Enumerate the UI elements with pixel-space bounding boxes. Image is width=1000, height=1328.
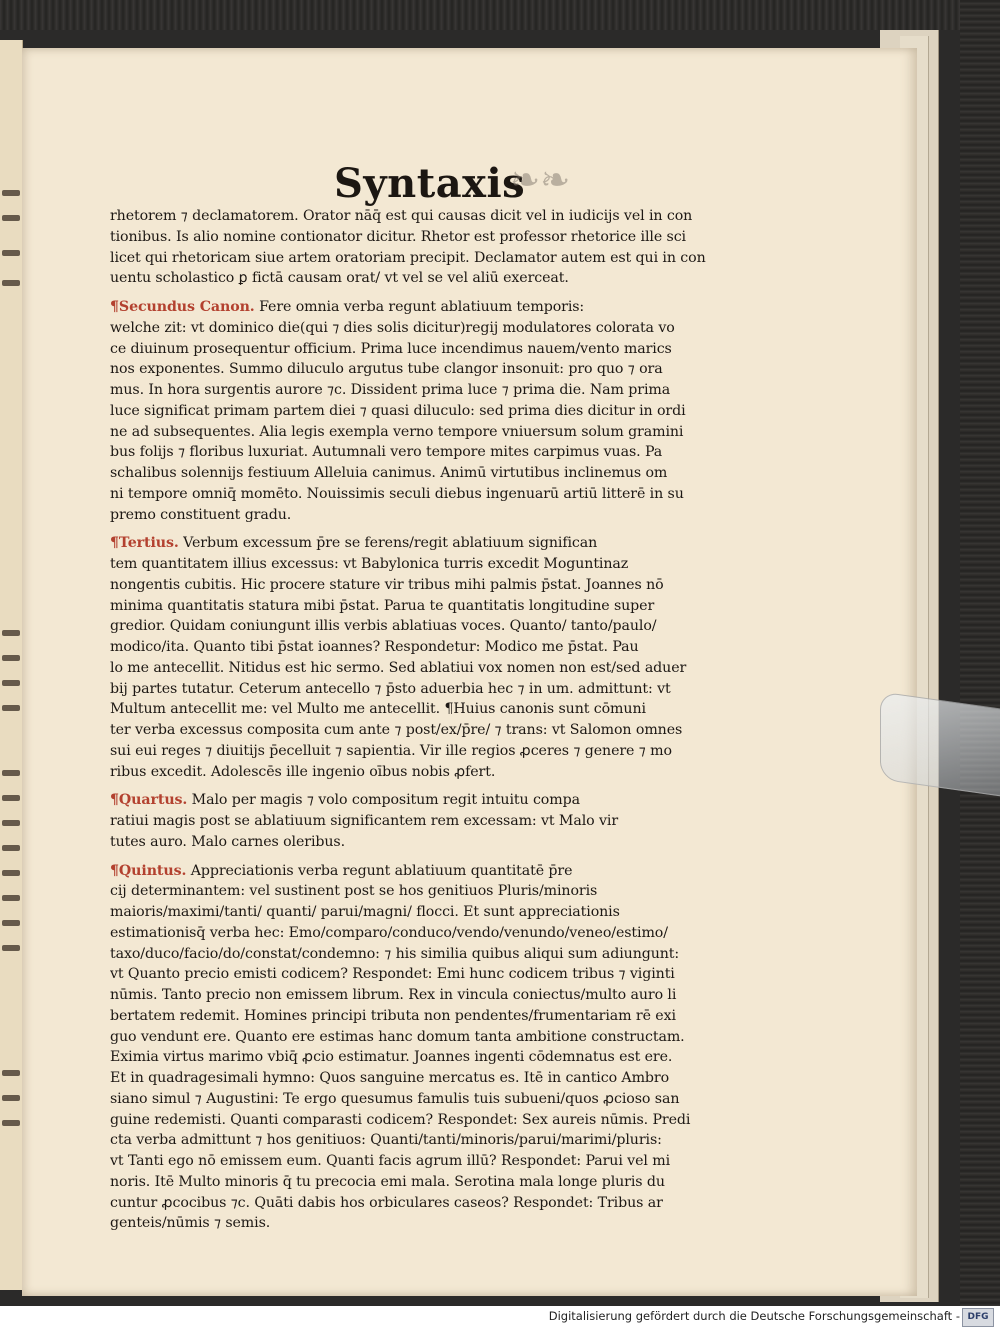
line-text: cij determinantem: vel sustinent post se hos genitiuos Pluris/minoris: [110, 883, 598, 900]
line-text: uentu scholastico ꝑ fictā causam orat/ vt vel se vel aliū exerceat.: [110, 270, 569, 287]
line-text: guine redemisti. Quanti comparasti codicem? Respondet: Sex aureis nūmis. Predi: [110, 1111, 691, 1128]
text-line: [110, 227, 790, 248]
text-line: [110, 505, 790, 526]
line-text: Fere omnia verba regunt ablatiuum temporis:: [254, 299, 585, 315]
line-text: vt Tanti ego nō emissem eum. Quanti facis agrum illū? Respondet: Parui vel mi: [110, 1153, 671, 1169]
paragraph-gap: [110, 853, 790, 861]
text-line: [110, 790, 790, 811]
paragraph-gap: [110, 525, 790, 533]
binding-right-edge: [960, 0, 1000, 1306]
text-line: [110, 658, 790, 679]
line-text: Multum antecellit me: vel Multo me antecellit. ¶Huius canonis sunt cōmuni: [110, 701, 646, 718]
text-line: [110, 762, 790, 783]
text-line: [110, 318, 790, 339]
attribution-bar: [0, 1306, 1000, 1328]
line-text: bij partes tutatur. Ceterum antecello ⁊ p̄sto aduerbia hec ⁊ in um. admittunt: vt: [110, 680, 671, 697]
line-text: bus folijs ⁊ floribus luxuriat. Autumnali vero tempore mites carpimus vuas. Pa: [110, 444, 663, 461]
line-text: guo vendunt ere. Quanto ere estimas hanc domum tanta ambitione constructam.: [110, 1028, 685, 1045]
canon-rubric: ¶Tertius.: [110, 535, 179, 552]
line-text: nūmis. Tanto precio non emissem librum. Rex in vincula coniectus/multo auro li: [110, 987, 677, 1003]
line-text: cta verba admittunt ⁊ hos genitiuos: Quanti/tanti/minoris/parui/marimi/pluris:: [110, 1132, 662, 1149]
text-line: [110, 401, 790, 422]
line-text: nongentis cubitis. Hic procere stature vir tribus mihi palmis p̄stat. Joannes nō: [110, 576, 664, 593]
text-line: [110, 248, 790, 269]
line-text: estimationisq̄ verba hec: Emo/comparo/conduco/vendo/venundo/veneo/estimo/: [110, 924, 668, 941]
text-line: [110, 442, 790, 463]
line-text: modico/ita. Quanto tibi p̄stat ioannes? Respondetur: Modico me p̄stat. Pau: [110, 639, 639, 655]
line-text: Verbum excessum p̄re se ferens/regit ablatiuum significan: [178, 535, 598, 552]
text-line: [110, 554, 790, 575]
line-text: tutes auro. Malo carnes oleribus.: [110, 833, 346, 850]
line-text: ne ad subsequentes. Alia legis exempla verno tempore vniuersum solum gramini: [110, 423, 684, 440]
line-text: lo me antecellit. Nitidus est hic sermo. Sed ablatiui vox nomen non est/sed aduer: [110, 659, 687, 676]
dfg-logo-icon: DFG: [962, 1308, 994, 1327]
line-text: ni tempore omniq̄ momēto. Nouissimis seculi diebus ingenuarū artiū litterē in su: [110, 485, 684, 502]
line-text: licet qui rhetoricam siue artem oratoriam precipit. Declamator autem est qui in con: [110, 249, 706, 266]
text-line: [110, 463, 790, 484]
text-line: [110, 533, 790, 554]
canon-rubric: ¶Quartus.: [110, 792, 188, 809]
text-line: [110, 1089, 790, 1110]
text-line: [110, 923, 790, 944]
line-text: Eximia virtus marimo vbiq̄ ꝓcio estimatur. Joannes ingenti cōdemnatus est ere.: [110, 1049, 673, 1066]
line-text: mus. In hora surgentis aurore ⁊c. Dissident prima luce ⁊ prima die. Nam prima: [110, 382, 671, 398]
text-line: [110, 985, 790, 1006]
line-text: noris. Itē Multo minoris q̄ tu precocia emi mala. Serotina mala longe pluris du: [110, 1173, 665, 1190]
text-line: [110, 268, 790, 289]
line-text: cuntur ꝓcocibus ⁊c. Quāti dabis hos orbiculares caseos? Respondet: Tribus ar: [110, 1194, 663, 1211]
line-text: tionibus. Is alio nomine contionator dicitur. Rhetor est professor rhetorice ille sci: [110, 228, 686, 245]
line-text: taxo/duco/facio/do/constat/condemno: ⁊ his similia quibus aliqui sum adiungunt:: [110, 945, 680, 962]
line-text: genteis/nūmis ⁊ semis.: [110, 1215, 271, 1232]
text-line: [110, 339, 790, 360]
canon-rubric: ¶Secundus Canon.: [110, 299, 255, 315]
text-line: [110, 206, 790, 227]
facing-page-fragment: [0, 40, 23, 1290]
text-line: [110, 1047, 790, 1068]
binding-top-edge: [0, 0, 1000, 30]
plastic-page-clip: [880, 691, 1000, 796]
page-body-text: [110, 206, 790, 1234]
line-text: welche zit: vt dominico die(qui ⁊ dies solis dicitur)regij modulatores colorata vo: [110, 319, 675, 336]
paragraph-gap: [110, 782, 790, 790]
text-line: [110, 596, 790, 617]
line-text: siano simul ⁊ Augustini: Te ergo quesumus famulis tuis subueni/quos ꝓcioso san: [110, 1090, 680, 1107]
text-line: [110, 575, 790, 596]
text-line: [110, 297, 790, 318]
text-line: [110, 964, 790, 985]
line-text: vt Quanto precio emisti codicem? Respondet: Emi hunc codicem tribus ⁊ viginti: [110, 966, 675, 983]
text-line: [110, 484, 790, 505]
line-text: premo constituent gradu.: [110, 506, 292, 523]
text-line: [110, 679, 790, 700]
line-text: ribus excedit. Adolescēs ille ingenio oībus nobis ꝓfert.: [110, 763, 496, 780]
text-line: [110, 699, 790, 720]
text-line: [110, 881, 790, 902]
text-line: [110, 1110, 790, 1131]
line-text: ce diuinum prosequentur officium. Prima luce incendimus nauem/vento marics: [110, 340, 672, 357]
line-text: Et in quadragesimali hymno: Quos sanguine mercatus es. Itē in cantico Ambro: [110, 1070, 670, 1086]
line-text: maioris/maximi/tanti/ quanti/ parui/magni/ flocci. Et sunt appreciationis: [110, 904, 620, 920]
text-line: [110, 359, 790, 380]
paragraph-gap: [110, 289, 790, 297]
text-line: [110, 1193, 790, 1214]
text-line: [110, 832, 790, 853]
line-text: minima quantitatis statura mibi p̄stat. Parua te quantitatis longitudine super: [110, 597, 655, 614]
funding-credit: Digitalisierung gefördert durch die Deutsche Forschungsgemeinschaft -: [548, 1309, 960, 1323]
book-page: [22, 48, 917, 1296]
text-line: [110, 944, 790, 965]
line-text: Malo per magis ⁊ volo compositum regit intuitu compa: [187, 792, 580, 809]
heading-ornament-icon: ❧❧: [510, 160, 571, 201]
text-line: [110, 1068, 790, 1089]
text-line: [110, 380, 790, 401]
text-line: [110, 741, 790, 762]
text-line: [110, 1172, 790, 1193]
text-line: [110, 720, 790, 741]
text-line: [110, 811, 790, 832]
line-text: tem quantitatem illius excessus: vt Babylonica turris excedit Moguntinaz: [110, 556, 629, 572]
text-line: [110, 1006, 790, 1027]
text-line: [110, 616, 790, 637]
line-text: rhetorem ⁊ declamatorem. Orator nāq̄ est qui causas dicit vel in iudicijs vel in con: [110, 208, 693, 224]
text-line: [110, 1213, 790, 1234]
text-line: [110, 1130, 790, 1151]
line-text: ratiui magis post se ablatiuum significantem rem excessam: vt Malo vir: [110, 813, 619, 829]
line-text: bertatem redemit. Homines principi tributa non pendentes/frumentariam rē exi: [110, 1007, 676, 1024]
line-text: luce significat primam partem diei ⁊ quasi diluculo: sed prima dies dicitur in ordi: [110, 402, 686, 419]
text-line: [110, 861, 790, 882]
line-text: ter verba excessus composita cum ante ⁊ post/ex/p̄re/ ⁊ trans: vt Salomon omnes: [110, 722, 683, 738]
line-text: gredior. Quidam coniungunt illis verbis ablatiuas voces. Quanto/ tanto/paulo/: [110, 618, 657, 635]
page-heading: Syntaxis: [334, 160, 526, 207]
canon-rubric: ¶Quintus.: [110, 862, 187, 879]
text-line: [110, 637, 790, 658]
line-text: schalibus solennijs festiuum Alleluia canimus. Animū virtutibus inclinemus om: [110, 465, 668, 481]
line-text: Appreciationis verba regunt ablatiuum quantitatē p̄re: [186, 862, 573, 879]
text-line: [110, 422, 790, 443]
line-text: nos exponentes. Summo diluculo argutus tube clangor insonuit: pro quo ⁊ ora: [110, 361, 663, 378]
text-line: [110, 1151, 790, 1172]
line-text: sui eui reges ⁊ diuitijs p̄ecelluit ⁊ sapientia. Vir ille regios ꝓceres ⁊ genere ⁊ mo: [110, 742, 672, 759]
text-line: [110, 902, 790, 923]
text-line: [110, 1027, 790, 1048]
